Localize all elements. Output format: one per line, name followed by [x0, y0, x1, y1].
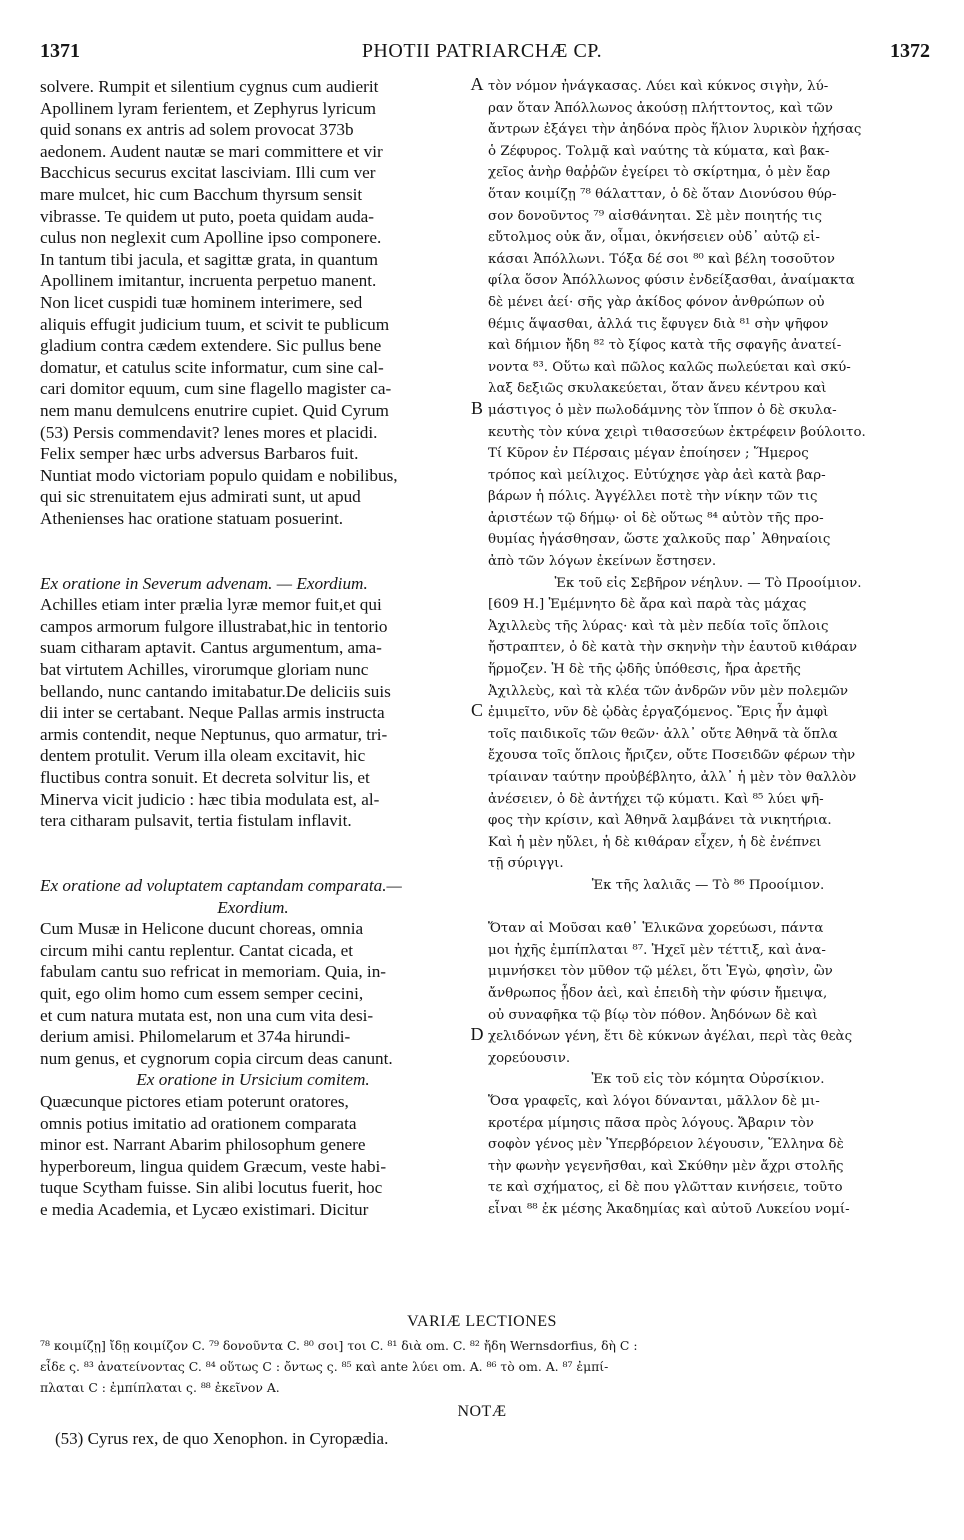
latin-line: Quæcunque pictores etiam poterunt oratores,: [40, 1091, 349, 1111]
latin-line: qui sic strenuitatem ejus admirati sunt, ut apud: [40, 487, 361, 507]
latin-line: Apollinem lyram ferientem, et Zephyrus lyricum: [40, 98, 377, 118]
latin-line: Athenienses hac oratione statuam posuerint.: [40, 508, 344, 528]
latin-line: fluctibus contra sonuit. Et decreta solvitur lis, et: [40, 768, 370, 787]
latin-line: (53) Persis commendavit? lenes mores et placidi.: [40, 422, 378, 442]
greek-line: Ἀχιλλεὺς τῆς λύρας· καὶ τὰ μὲν πεδία τοῖς ὅπλοις: [488, 618, 829, 634]
latin-line: e media Academia, et Lycæo existimari. Dicitur: [40, 1199, 369, 1219]
greek-line: τοῖς παιδικοῖς τῶν θεῶν· ἀλλ᾿ οὔτε Ἀθηνᾶ τὰ ὅπλα: [488, 726, 838, 742]
greek-line: Ἐκ τοῦ εἰς Σεβῆρον νέηλυν. — Τὸ Προοίμιον.: [554, 575, 862, 591]
greek-line: Ὅσα γραφεῖς, καὶ λόγοι δύνανται, μᾶλλον δὲ μι-: [488, 1093, 820, 1109]
latin-line: Exordium.: [217, 897, 289, 917]
variae-lectiones-heading: VARIÆ LECTIONES: [407, 1313, 557, 1330]
variae-line: πλαται C : ἐμπίπλαται ς. ⁸⁸ ἐκεῖνον A.: [40, 1380, 280, 1395]
greek-line: τῇ σύριγγι.: [488, 856, 564, 872]
greek-line: κευτὴς τὸν κύνα χειρὶ τιθασσεύων ἐκτρέφειν βούλοιτο.: [488, 424, 866, 440]
latin-line: tuque Scytham fuisse. Sin alibi locutus fuerit, hoc: [40, 1178, 383, 1198]
greek-line: τε καὶ σχήματος, εἰ δὲ που γλῶτταν κινήσειε, τοῦτο: [488, 1180, 843, 1196]
page-number-left: 1371: [40, 40, 80, 62]
section-letter: D: [470, 1024, 484, 1045]
latin-line: Ex oratione in Severum advenam. — Exordium.: [40, 573, 368, 593]
latin-line: [40, 551, 466, 573]
latin-line: fabulam cantu suo refricat in memoriam. Quia, in-: [40, 962, 387, 982]
greek-line: μάστιγος ὁ μὲν πωλοδάμνης τὸν ἵππον ὁ δὲ σκυλα-: [488, 402, 837, 418]
latin-line: domatur, et catulus scite informatur, cum sine cal-: [40, 357, 384, 377]
section-letter: B: [470, 398, 483, 418]
latin-line: tera citharam pulsavit, tertia fistulam inflavit.: [40, 811, 352, 831]
greek-line: δὲ μένει ἀεί· σῆς γὰρ ἀκίδος φόνον ἀνθρώπων οὐ: [488, 294, 825, 310]
greek-line: φίλα ὅσον Ἀπόλλωνος φύσιν ἐνδείξασθαι, ἀναίμακτα: [488, 273, 855, 289]
latin-line: [40, 832, 466, 854]
greek-line: εὔτολμος οὐκ ἄν, οἶμαι, ὀκνήσειεν οὐδ᾿ αὐτῷ εἰ-: [488, 230, 820, 246]
latin-line: mare mulcet, hic cum Bacchum thyrsum sensit: [40, 184, 363, 204]
latin-line: [40, 853, 466, 875]
latin-line: Ex oratione ad voluptatem captandam comparata.—: [40, 875, 402, 895]
latin-line: Bacchicus securus excitat lasciviam. Illi cum ver: [40, 163, 376, 183]
latin-line: In tantum tibi jacula, et sagittæ grata, in quantum: [40, 249, 378, 269]
latin-line: campos armorum fulgore illustrabat,hic in tentorio: [40, 616, 388, 636]
section-letter: C: [470, 700, 483, 721]
page-number-right: 1372: [890, 40, 930, 62]
greek-line: Τί Κῦρον ἐν Πέρσαις μέγαν ἐποίησεν ; Ἥμερος: [488, 446, 809, 462]
greek-line: τρίαιναν ταύτην προὐβέβλητο, ἀλλ᾿ ἡ μὲν τὸν θαλλὸν: [488, 770, 857, 785]
greek-line: Ὅταν αἱ Μοῦσαι καθ᾿ Ἑλικῶνα χορεύωσι, πάντα: [488, 921, 824, 937]
greek-line: μοι ἠχῆς ἐμπίπλαται ⁸⁷. Ἠχεῖ μὲν τέττιξ, καὶ ἀνα-: [488, 942, 826, 958]
greek-line: μιμνήσκει τὸν μῦθον τῷ μέλει, ὅτι Ἐγὼ, φησὶν, ὢν: [488, 964, 833, 980]
latin-line: minor est. Narrant Abarim philosophum genere: [40, 1135, 366, 1155]
greek-line: ἀνέσειεν, ὁ δὲ ἀντήχει τῷ κύματι. Καὶ ⁸⁵ λύει ψῆ-: [488, 791, 824, 807]
latin-line: et cum natura mutata est, non una cum vita desi-: [40, 1005, 374, 1025]
greek-line: ὁ Ζέφυρος. Τολμᾷ καὶ ναύτης τὰ κύματα, καὶ βακ-: [488, 143, 830, 159]
greek-line: θέμις ἅψασθαι, ἀλλά τις ἔφυγεν διὰ ⁸¹ σὴν ψῆφον: [488, 316, 829, 332]
latin-line: Ex oratione in Ursicium comitem.: [136, 1070, 370, 1090]
greek-line: [488, 897, 928, 919]
latin-line: Non licet cuspidi tuæ hominem interimere, sed: [40, 292, 363, 312]
greek-line: νοντα ⁸³. Οὕτω καὶ πῶλος καλῶς πωλεύεται καὶ σκύ-: [488, 359, 851, 375]
greek-line: σον δονοῦντος ⁷⁹ αἰσθάνηται. Σὲ μὲν ποιητής τις: [488, 208, 823, 224]
greek-line: ἐμιμεῖτο, νῦν δὲ ᾠδὰς ἐργαζόμενος. Ἔρις ἦν ἀμφὶ: [488, 705, 829, 721]
latin-line: quit, ego olim homo cum essem semper cecini,: [40, 983, 364, 1003]
greek-column: [488, 76, 928, 1220]
latin-column: [40, 76, 466, 1220]
variae-line: εἶδε ς. ⁸³ ἀνατείνοντας C. ⁸⁴ οὕτως C : ὄντως ς. ⁸⁵ καὶ ante λύει om. A. ⁸⁶ τὸ om. A. ⁸⁷ ἐμπί-: [40, 1359, 609, 1374]
greek-line: Καὶ ἡ μὲν ηὔλει, ἡ δὲ κιθάραν εἶχεν, ἡ δὲ ἐνέπνει: [488, 834, 822, 850]
greek-line: ραν ὅταν Ἀπόλλωνος ἀκούσῃ πλήττοντος, καὶ τῶν: [488, 100, 833, 116]
latin-line: circum mihi cantu replentur. Cantat cicada, et: [40, 940, 354, 960]
variae-line: ⁷⁸ κοιμίζῃ] ἴδῃ κοιμίζον C. ⁷⁹ δονοῦντα C. ⁸⁰ σοι] τοι C. ⁸¹ διὰ om. C. ⁸² ἤδη Wernsdorfius, δὴ C :: [40, 1338, 638, 1353]
greek-line: ἤστραπτεν, ὁ δὲ κατὰ τὴν σκηνὴν τὴν ἑαυτοῦ κιθάραν: [488, 640, 857, 656]
section-letter: A: [470, 74, 484, 94]
greek-line: ἄνθρωπος ᾖδον ἀεὶ, καὶ ἐπειδὴ τὴν φύσιν ἤμειψα,: [488, 985, 828, 1001]
greek-line: σοφὸν γένος μὲν Ὑπερβόρειον λέγουσιν, Ἕλληνα δὲ: [488, 1137, 844, 1153]
latin-line: bellando, nunc cantando imitabatur.De deliciis suis: [40, 681, 391, 701]
greek-line: ὅταν κοιμίζῃ ⁷⁸ θάλατταν, ὁ δὲ ὅταν Διονύσου θύρ-: [488, 186, 837, 202]
latin-line: Nuntiat modo victoriam populo quidam e nobilibus,: [40, 465, 398, 485]
greek-line: οὐ συναφῆκα τῷ βίῳ τὸν πόθον. Ἀηδόνων δὲ καὶ: [488, 1007, 818, 1023]
greek-line: θυμίας ἠγάσθησαν, ὥστε χαλκοῦς παρ᾿ Ἀθηναίοις: [488, 532, 831, 548]
latin-line: bat virtutem Achilles, virorumque gloriam nunc: [40, 660, 369, 680]
variae-lectiones: [40, 1335, 930, 1398]
latin-line: omnis potius imitatio ad orationem comparata: [40, 1113, 357, 1133]
latin-line: derium amisi. Philomelarum et 374a hirundi-: [40, 1027, 351, 1047]
greek-line: ἀπὸ τῶν λόγων ἐκείνων ἔστησεν.: [488, 554, 717, 570]
latin-line: suam citharam aptavit. Cantus argumentum, ama-: [40, 638, 382, 658]
notae-heading: NOTÆ: [457, 1403, 507, 1420]
greek-line: λαξ δεξιῶς σκυλακεύεται, ὅταν ἄνευ κέντρου καὶ: [488, 381, 827, 397]
greek-line: τὸν νόμον ἠνάγκασας. Λύει καὶ κύκνος σιγὴν, λύ-: [488, 79, 829, 94]
latin-line: aliquis effugit judicium tuum, et scivit te publicum: [40, 314, 390, 334]
latin-line: cari domitor equum, cum sine flagello magister ca-: [40, 379, 392, 399]
latin-line: quid sonans ex antris ad solem provocat 373b: [40, 120, 354, 140]
latin-line: num genus, et cygnorum copia circum deas canunt.: [40, 1048, 393, 1068]
greek-line: χελιδόνων γένη, ἔτι δὲ κύκνων ἀγέλαι, περὶ τὰς θεὰς: [488, 1029, 853, 1045]
latin-line: Apollinem imitantur, incruenta perpetuo manent.: [40, 271, 377, 291]
greek-line: Ἀχιλλεὺς, καὶ τὰ κλέα τῶν ἀνδρῶν νῦν μὲν πολεμῶν: [488, 683, 848, 699]
latin-line: Cum Musæ in Helicone ducunt choreas, omnia: [40, 919, 364, 939]
greek-line: κάσαι Ἀπόλλωνι. Τόξα δέ σοι ⁸⁰ καὶ βέλη τοσοῦτον: [488, 251, 835, 267]
greek-line: Ἐκ τοῦ εἰς τὸν κόμητα Οὐρσίκιον.: [591, 1072, 825, 1088]
greek-line: ἥρμοζεν. Ἡ δὲ τῆς ᾠδῆς ὑπόθεσις, ἤρα ἀρετῆς: [488, 662, 801, 678]
greek-line: εἶναι ⁸⁸ ἐκ μέσης Ἀκαδημίας καὶ αὐτοῦ Λυκείου νομί-: [488, 1201, 850, 1217]
latin-line: [40, 529, 466, 551]
greek-line: τρόπος καὶ μείλιχος. Εὐτύχησε γὰρ ἀεὶ κατὰ βαρ-: [488, 467, 826, 483]
greek-line: φος τὴν κρίσιν, καὶ Ἀθηνᾶ λαμβάνει τὰ νικητήρια.: [488, 813, 832, 829]
latin-line: Achilles etiam inter prælia lyræ memor fuit,et qui: [40, 595, 382, 615]
latin-line: dii inter se certabant. Neque Pallas armis instructa: [40, 703, 385, 723]
latin-line: nem manu demulcens enutrire cupiet. Quid Cyrum: [40, 400, 389, 420]
greek-line: χεῖος ἀνὴρ θαῤῥῶν ἐγείρει τὸ σκίρτημα, ὁ μὲν ἔαρ: [488, 165, 831, 181]
greek-line: τὴν φωνὴν γεγενῆσθαι, καὶ Σκύθην μὲν ἄχρι στολῆς: [488, 1158, 844, 1174]
greek-line: ἀριστέων τῷ δήμῳ· οἱ δὲ οὕτως ⁸⁴ αὐτὸν τῆς προ-: [488, 510, 824, 526]
latin-line: Felix semper hæc urbs adversus Barbaros fuit.: [40, 444, 359, 464]
greek-line: χορεύουσιν.: [488, 1050, 571, 1066]
latin-line: dentem protulit. Verum illa oleam excitavit, hic: [40, 746, 366, 766]
latin-line: aedonem. Audent nautæ se mari committere et vir: [40, 141, 383, 161]
latin-line: Minerva vicit judicio : hæc tibia modulata est, al-: [40, 789, 380, 809]
latin-line: armis contendit, neque Neptunus, quo armatur, tri-: [40, 724, 388, 744]
greek-line: βάρων ἡ πόλις. Ἀγγέλλει ποτὲ τὴν νίκην τῶν τις: [488, 489, 818, 505]
latin-line: gladium contra cædem extendere. Sic pullus bene: [40, 336, 382, 356]
greek-line: ἔχουσα τοῖς ὅπλοις ἤριζεν, οὔτε Ποσειδῶν φέρων τὴν: [488, 748, 856, 764]
running-title: PHOTII PATRIARCHÆ CP.: [361, 40, 603, 62]
latin-line: culus non neglexit cum Apolline ipso componere.: [40, 228, 382, 248]
greek-line: ἄντρων ἐξάγει τὴν ἀηδόνα πρὸς ἥλιον λυρικὸν ἠχήσας: [488, 122, 862, 138]
latin-line: hyperboreum, lingua quidem Græcum, veste habi-: [40, 1156, 387, 1176]
notae-text: (53) Cyrus rex, de quo Xenophon. in Cyropædia.: [55, 1429, 389, 1448]
greek-line: [609 H.] Ἐμέμνητο δὲ ἄρα καὶ παρὰ τὰς μάχας: [488, 597, 807, 613]
latin-line: solvere. Rumpit et silentium cygnus cum audierit: [40, 77, 379, 96]
latin-line: vibrasse. Te quidem ut puto, poeta quidam auda-: [40, 206, 375, 226]
greek-line: καὶ δήμιον ἤδη ⁸² τὸ ξίφος κατὰ τῆς σφαγῆς ἀνατεί-: [488, 338, 842, 354]
greek-line: κροτέρα μίμησις πᾶσα πρὸς λόγους. Ἄβαριν τὸν: [488, 1115, 814, 1131]
greek-line: Ἐκ τῆς λαλιᾶς — Τὸ ⁸⁶ Προοίμιον.: [591, 877, 825, 893]
